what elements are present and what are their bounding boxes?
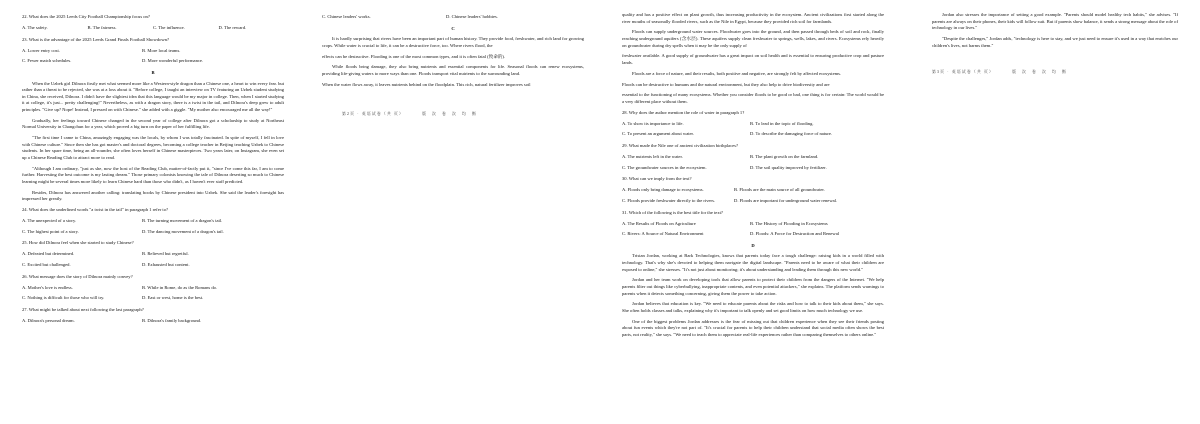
option: A. The safety. <box>22 25 48 31</box>
option: C. Fewer match schedules. <box>22 58 72 64</box>
paragraph: Jordan and her team work on developing tools that allow parents to protect their children from the dangers of the Internet. "We help parents filter out things like cyberbullying, inappropriate contents, and even potential attackers," she explains. The platform sends warnings to parents when it detects something concerning, giving them the power to take action. <box>622 277 884 296</box>
question-23: 23. What is the advantage of the 2025 Leeds Grand Finals Football Showdown? <box>22 36 170 42</box>
option: B. The turning movement of a dragon's tail. <box>142 218 223 224</box>
paragraph: essential to the functioning of many ecosystems. Whether you consider floods to be good or bad, one thing is for certain: The world would be a very different place without them. <box>622 92 884 104</box>
option: D. Exhausted but content. <box>142 261 190 267</box>
paragraph: "Although I am ordinary, "just as she, now the host of the Reading Club, matter-of-factly put it, "since I've come this far, I am to come further. Harvesting the best outcome is my lasting dream." Those primary colonists knowing the tale of Dilnora deserting so much to Chinese learning might be several times more likely to learn Chinese hard than those who didn't, as I haven't ever staff predicted. <box>22 165 284 184</box>
option: B. While in Rome, do as the Romans do. <box>142 284 218 290</box>
option: D. Floods are important for underground water renewal. <box>734 197 838 203</box>
page-1 <box>0 0 300 424</box>
option: A. The unexpected of a story. <box>22 218 77 224</box>
option: D. To describe the damaging force of nature. <box>750 131 833 137</box>
option: A. The Results of Floods on Agriculture <box>622 220 696 226</box>
option: B. Floods are the main source of all groundwater. <box>734 187 825 193</box>
paragraph: It is hardly surprising that rivers have been an important part of human history. They provide food, freshwater, and rich land for growing crops. While water is crucial to life, it can be a destructive force, too. Where rivers flood, the <box>322 36 584 48</box>
question-27: 27. What might be talked about next following the last paragraph? <box>22 306 144 312</box>
paragraph: When the water flows away, it leaves nutrients behind on the floodplain. This rich, natural fertilizer improves soil <box>322 81 531 87</box>
option: D. The reward. <box>218 25 247 31</box>
option: D. Floods: A Force for Destruction and Renewal <box>750 231 840 237</box>
question-27-options-continued <box>322 14 584 21</box>
paragraph: While floods bring damage, they also bring nutrients and essential components for life. Seasonal floods can renew ecosystems, providing life-giving waters to more ways than one. Floods transport vital nutrients to the surrounding land. <box>322 64 584 76</box>
paragraph: freshwater available. A good supply of groundwater has a great impact on soil health and is essential to ensuring productive crop and pasture lands. <box>622 53 884 65</box>
option: C. The groundwater sources in the ecosystem. <box>622 164 707 170</box>
question-26: 26. What message does the story of Dilnora mainly convey? <box>22 273 133 279</box>
option: C. Excited but challenged. <box>22 261 71 267</box>
page-1-column <box>22 14 284 330</box>
question-26-options <box>22 285 284 302</box>
page-3-column <box>622 12 884 343</box>
page-3 <box>600 0 900 424</box>
question-31-options <box>622 221 884 238</box>
question-30: 30. What can we imply from the text? <box>622 176 692 182</box>
page-footer: 第2页 · 英语试卷（共 页） 版 次 卷 次 均 衡 <box>342 112 478 116</box>
option: D. The dancing movement of a dragon's tail. <box>142 228 224 234</box>
option: B. The History of Flooding in Ecosystems <box>750 220 828 226</box>
paragraph: quality and has a positive effect on plant growth, thus increasing productivity in the ecosystem. Ancient civilizations first started along the river mouths of seasonally flooded rivers, such as the Nile in Egypt, because they provided rich soil for farmlands. <box>622 12 884 24</box>
option: C. Chinese leaders' works. <box>322 14 371 19</box>
question-29-options <box>622 154 884 171</box>
question-28-options <box>622 121 884 138</box>
option: C. Nothing is difficult for those who will try. <box>22 295 105 301</box>
option: D. More wonderful performance. <box>142 58 204 64</box>
paragraph: "Despite the challenges," Jordan adds, "technology is here to stay, and we just need to ensure it's used in a way that enriches our children's lives, not harms them." <box>932 35 1178 48</box>
page-2 <box>300 0 600 424</box>
option: C. Rivers: A Source of Natural Environment <box>622 231 704 237</box>
option: D. The soil quality improved by fertilizer. <box>750 164 827 170</box>
question-24: 24. What does the underlined words "a twist in the tail" in paragraph 1 refer to? <box>22 207 169 212</box>
option: C. To present an argument about water. <box>622 131 694 137</box>
paragraph: Gradually, her feelings toward Chinese changed in the second year of college after Dilnora got a scholarship to study at Northeast Normal University in Changchun for a year, which proved a big turn on the paper of her fulfilling life. <box>22 117 284 130</box>
option: B. To lead in the topic of flooding. <box>750 120 814 126</box>
question-22: 22. What does the 2025 Leeds City Football Championship focus on? <box>22 14 150 19</box>
option: A. Lower entry cost. <box>22 47 60 53</box>
page-2-column <box>322 14 584 93</box>
question-30-options <box>622 187 884 204</box>
option: A. The nutrients left in the water. <box>622 154 683 160</box>
paragraph: effects can be destructive. Flooding is one of the most common types, and it is often fatal (致命的). <box>322 53 506 59</box>
paragraph: "The first time I came to China, amazingly engaging was the locals, by whom I was totally fascinated. In spite of myself, I fell in love with Chinese culture." Since then she has got master's and doctoral degrees, becoming a college teacher in Beijing teaching Uzbek to Chinese students. In her spare time, being an all-rounder, she often loves herself in Chinese masterpieces. Two years later, on Instagram, she even set up a Chinese Reading Club to attract more to read. <box>22 135 284 160</box>
question-27-options <box>22 318 284 325</box>
option: B. Dilnora's family background. <box>142 317 202 323</box>
paragraph: Floods can supply underground water sources. Floodwater goes into the ground, and then passed through beds of soil and rock, finally reaching underground aquifers (含水层). These aquifers supply clean freshwater to springs, wells, lakes, and rivers. Ecosystems rely heavily on groundwater during dry spells when it may be the only supply of <box>622 29 884 48</box>
option: A. To show its importance to life. <box>622 120 684 126</box>
option: C. Floods provide freshwater directly to the rivers. <box>622 197 716 203</box>
option: B. The plant growth on the farmland. <box>750 154 819 160</box>
option: A. Mother's love is endless. <box>22 284 73 290</box>
option: B. Relieved but regretful. <box>142 251 189 257</box>
paragraph: Besides, Dilnora has answered another calling: translating books by Chinese president into Uzbek. She said the leader's foresight has impressed her greatly. <box>22 189 284 202</box>
section-heading: D <box>751 242 755 248</box>
option: B. More local teams. <box>142 47 181 53</box>
page-4-column <box>932 12 1178 53</box>
paragraph: Floods can be destructive to humans and the natural environment, but they also help to drive biodiversity and are <box>622 81 830 87</box>
option: D. Chinese leaders' hobbies. <box>446 14 498 19</box>
section-heading: C <box>451 25 455 31</box>
paragraph: Jordan also stresses the importance of setting a good example. "Parents should model healthy tech habits," she advises. "If parents are always on their phones, their kids will follow suit. But if parents show balance, it sends a strong message about the role of technology in our lives." <box>932 12 1178 31</box>
paragraph: Jordan believes that education is key. "We need to educate parents about the risks and how to talk to their kids about them," she says. She often holds classes and talks, explaining why it's important to talk openly and set good limits on how much technology we use. <box>622 301 884 313</box>
paragraph: One of the biggest problems Jordan addresses is the fear of missing out that children experience when they see their friends posting about fun events which they're not part of. "It's crucial for parents to help their children understand that social media often shows the best parts, not reality," she says. "We need to teach them to appreciate real-life experiences rather than comparing themselves to others online." <box>622 318 884 337</box>
option: C. The highest point of a story. <box>22 228 79 234</box>
option: A. Dilnora's personal dream. <box>22 317 75 323</box>
section-heading: B <box>151 69 155 75</box>
question-24-options <box>22 218 284 235</box>
question-22-options <box>22 25 284 32</box>
option: C. The influence. <box>153 25 185 31</box>
paragraph: Floods are a force of nature, and their results, both positive and negative, are strongly felt by affected ecosystems. <box>632 70 842 76</box>
paragraph: Tristan Jordan, working at Bark Technologies, knows that parents today face a tough challenge: raising kids in a world filled with technology. That's why she's devoted to helping them navigate the digital landscape. "Parents need to be aware of what their children are exposed to online," she stresses. "It's not just about monitoring; it's about understanding and leading them through this new world." <box>622 253 884 272</box>
question-29: 29. What made the Nile one of ancient civilization birthplaces? <box>622 142 738 148</box>
question-28: 28. Why does the author mention the role of water in paragraph 1? <box>622 109 745 115</box>
question-31: 31. Which of the following is the best title for the text? <box>622 209 723 215</box>
option: D. East or west, home is the best. <box>142 295 204 301</box>
question-25: 25. How did Dilnora feel when she started to study Chinese? <box>22 240 134 246</box>
question-25-options <box>22 251 284 268</box>
question-23-options <box>22 48 284 65</box>
paragraph: When the Uzbek girl Dilnora firstly met what seemed more like a Western-style dragon than a Chinese one, a heart to win every fear. but rather than a threat to be rejected, she was at a loss about it. "Before college, I taught an interview on TV featuring an Uzbek student studying in China, she received, Dilnora. I didn't have the slightest idea that this language would be my major in college. Then, when I started studying it at college, it's just... pretty challenging!" Nevertheless, as with a dragon story, there is a twist in the tail, and Dilnora's deep grew to adult principles. "Give up? Nope! Instead, I pressed on with Chinese." she added with a giggle. "My mother also encouraged me all the way!" <box>22 80 284 112</box>
option: B. The fairness. <box>87 25 117 31</box>
page-4 <box>900 0 1200 424</box>
page-footer: 第3页 · 英语试卷（共 页） 版 次 卷 次 均 衡 <box>932 70 1068 74</box>
option: A. Floods only bring damage to ecosystems. <box>622 187 704 193</box>
option: A. Defeated but determined. <box>22 251 75 257</box>
